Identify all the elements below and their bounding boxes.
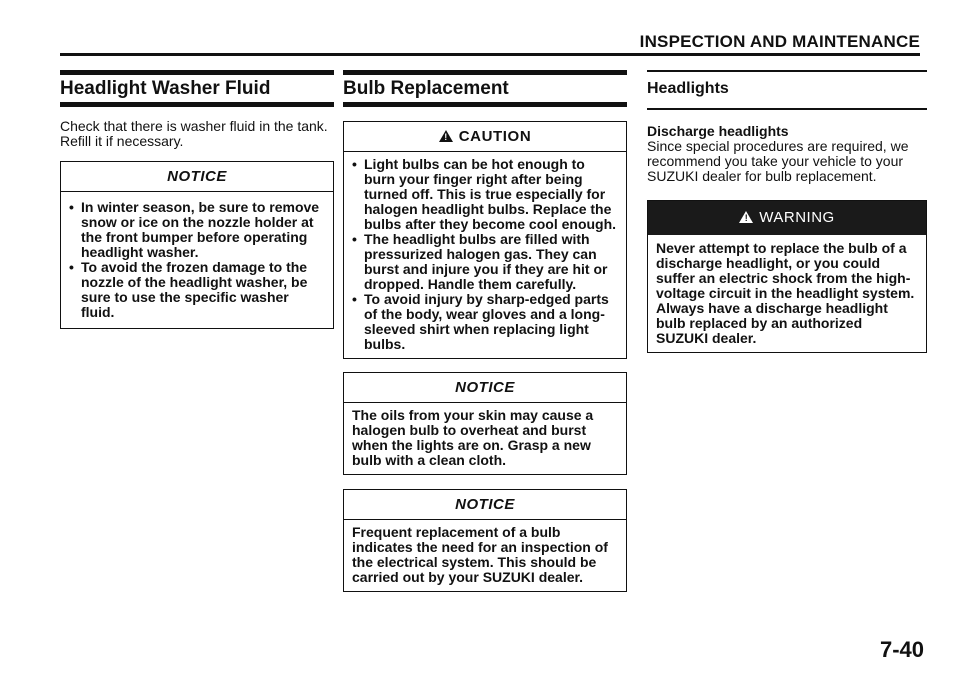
header-rule — [60, 53, 920, 56]
heading-block — [60, 70, 334, 107]
washer-fluid-line-1: Check that there is washer fluid in the tank. — [60, 118, 328, 134]
notice-box-frequent-replacement — [343, 489, 627, 592]
notice-list — [69, 200, 325, 320]
notice-body: Frequent replacement of a bulb indicates the need for an inspection of the electrical system. This should be carried out by your SUZUKI dealer. — [352, 524, 608, 585]
caution-item: • To avoid injury by sharp-edged parts of the body, wear gloves and a long-sleeved shirt when replacing light bulbs. — [352, 292, 618, 352]
heading-rule-bottom — [647, 108, 927, 110]
heading-block — [343, 70, 627, 107]
page-number: 7-40 — [879, 637, 924, 662]
caution-item: • Light bulbs can be hot enough to burn your finger right after being turned off. This is true especially for halogen headlight bulbs. Replace the bulbs after they become cool enough. — [352, 157, 618, 232]
warning-box — [647, 200, 927, 353]
heading-rule-bottom — [60, 102, 334, 107]
column-headlight-washer — [60, 70, 334, 329]
heading-block — [647, 70, 927, 110]
notice-item: • To avoid the frozen damage to the nozzle of the headlight washer, be sure to use the specific washer fluid. — [69, 260, 325, 320]
heading-rule-bottom — [343, 102, 627, 107]
notice-title: NOTICE — [344, 490, 626, 520]
discharge-headlights-text: Since special procedures are required, we recommend you take your vehicle to your SUZUKI dealer for bulb replacement. — [647, 138, 909, 184]
notice-body — [61, 192, 333, 328]
caution-list — [352, 157, 618, 352]
column-bulb-replacement — [343, 70, 627, 592]
heading-headlights: Headlights — [647, 80, 729, 97]
warning-triangle-icon: ! — [739, 211, 753, 223]
page-header — [60, 32, 928, 56]
caution-item: • The headlight bulbs are filled with pressurized halogen gas. They can burst and injure you if they are hit or dropped. Handle them carefully. — [352, 232, 618, 292]
notice-item: • In winter season, be sure to remove snow or ice on the nozzle holder at the front bumper before operating headlight washer. — [69, 200, 325, 260]
column-headlights — [647, 70, 927, 353]
notice-title: NOTICE — [61, 162, 333, 192]
caution-title — [344, 122, 626, 152]
caution-box — [343, 121, 627, 359]
washer-fluid-line-2: Refill it if necessary. — [60, 133, 184, 149]
warning-triangle-icon: ! — [439, 130, 453, 142]
notice-box-washer — [60, 161, 334, 329]
notice-title: NOTICE — [344, 373, 626, 403]
warning-label: WARNING — [759, 209, 835, 226]
notice-body: The oils from your skin may cause a halogen bulb to overheat and burst when the lights are on. Grasp a new bulb with a clean cloth. — [352, 407, 594, 468]
heading-bulb-replacement: Bulb Replacement — [343, 78, 509, 99]
section-title: INSPECTION AND MAINTENANCE — [639, 32, 920, 51]
caution-body — [344, 152, 626, 358]
caution-label: CAUTION — [458, 128, 532, 145]
subheading-discharge-headlights: Discharge headlights — [647, 123, 789, 139]
notice-box-skin-oil — [343, 372, 627, 475]
warning-title — [648, 201, 926, 235]
heading-headlight-washer-fluid: Headlight Washer Fluid — [60, 78, 271, 99]
warning-body: Never attempt to replace the bulb of a discharge headlight, or you could suffer an electric shock from the high-voltage circuit in the headlight system. Always have a discharge headlight bulb replaced by an authorized SUZUKI dealer. — [656, 240, 915, 346]
washer-fluid-text — [60, 119, 334, 149]
